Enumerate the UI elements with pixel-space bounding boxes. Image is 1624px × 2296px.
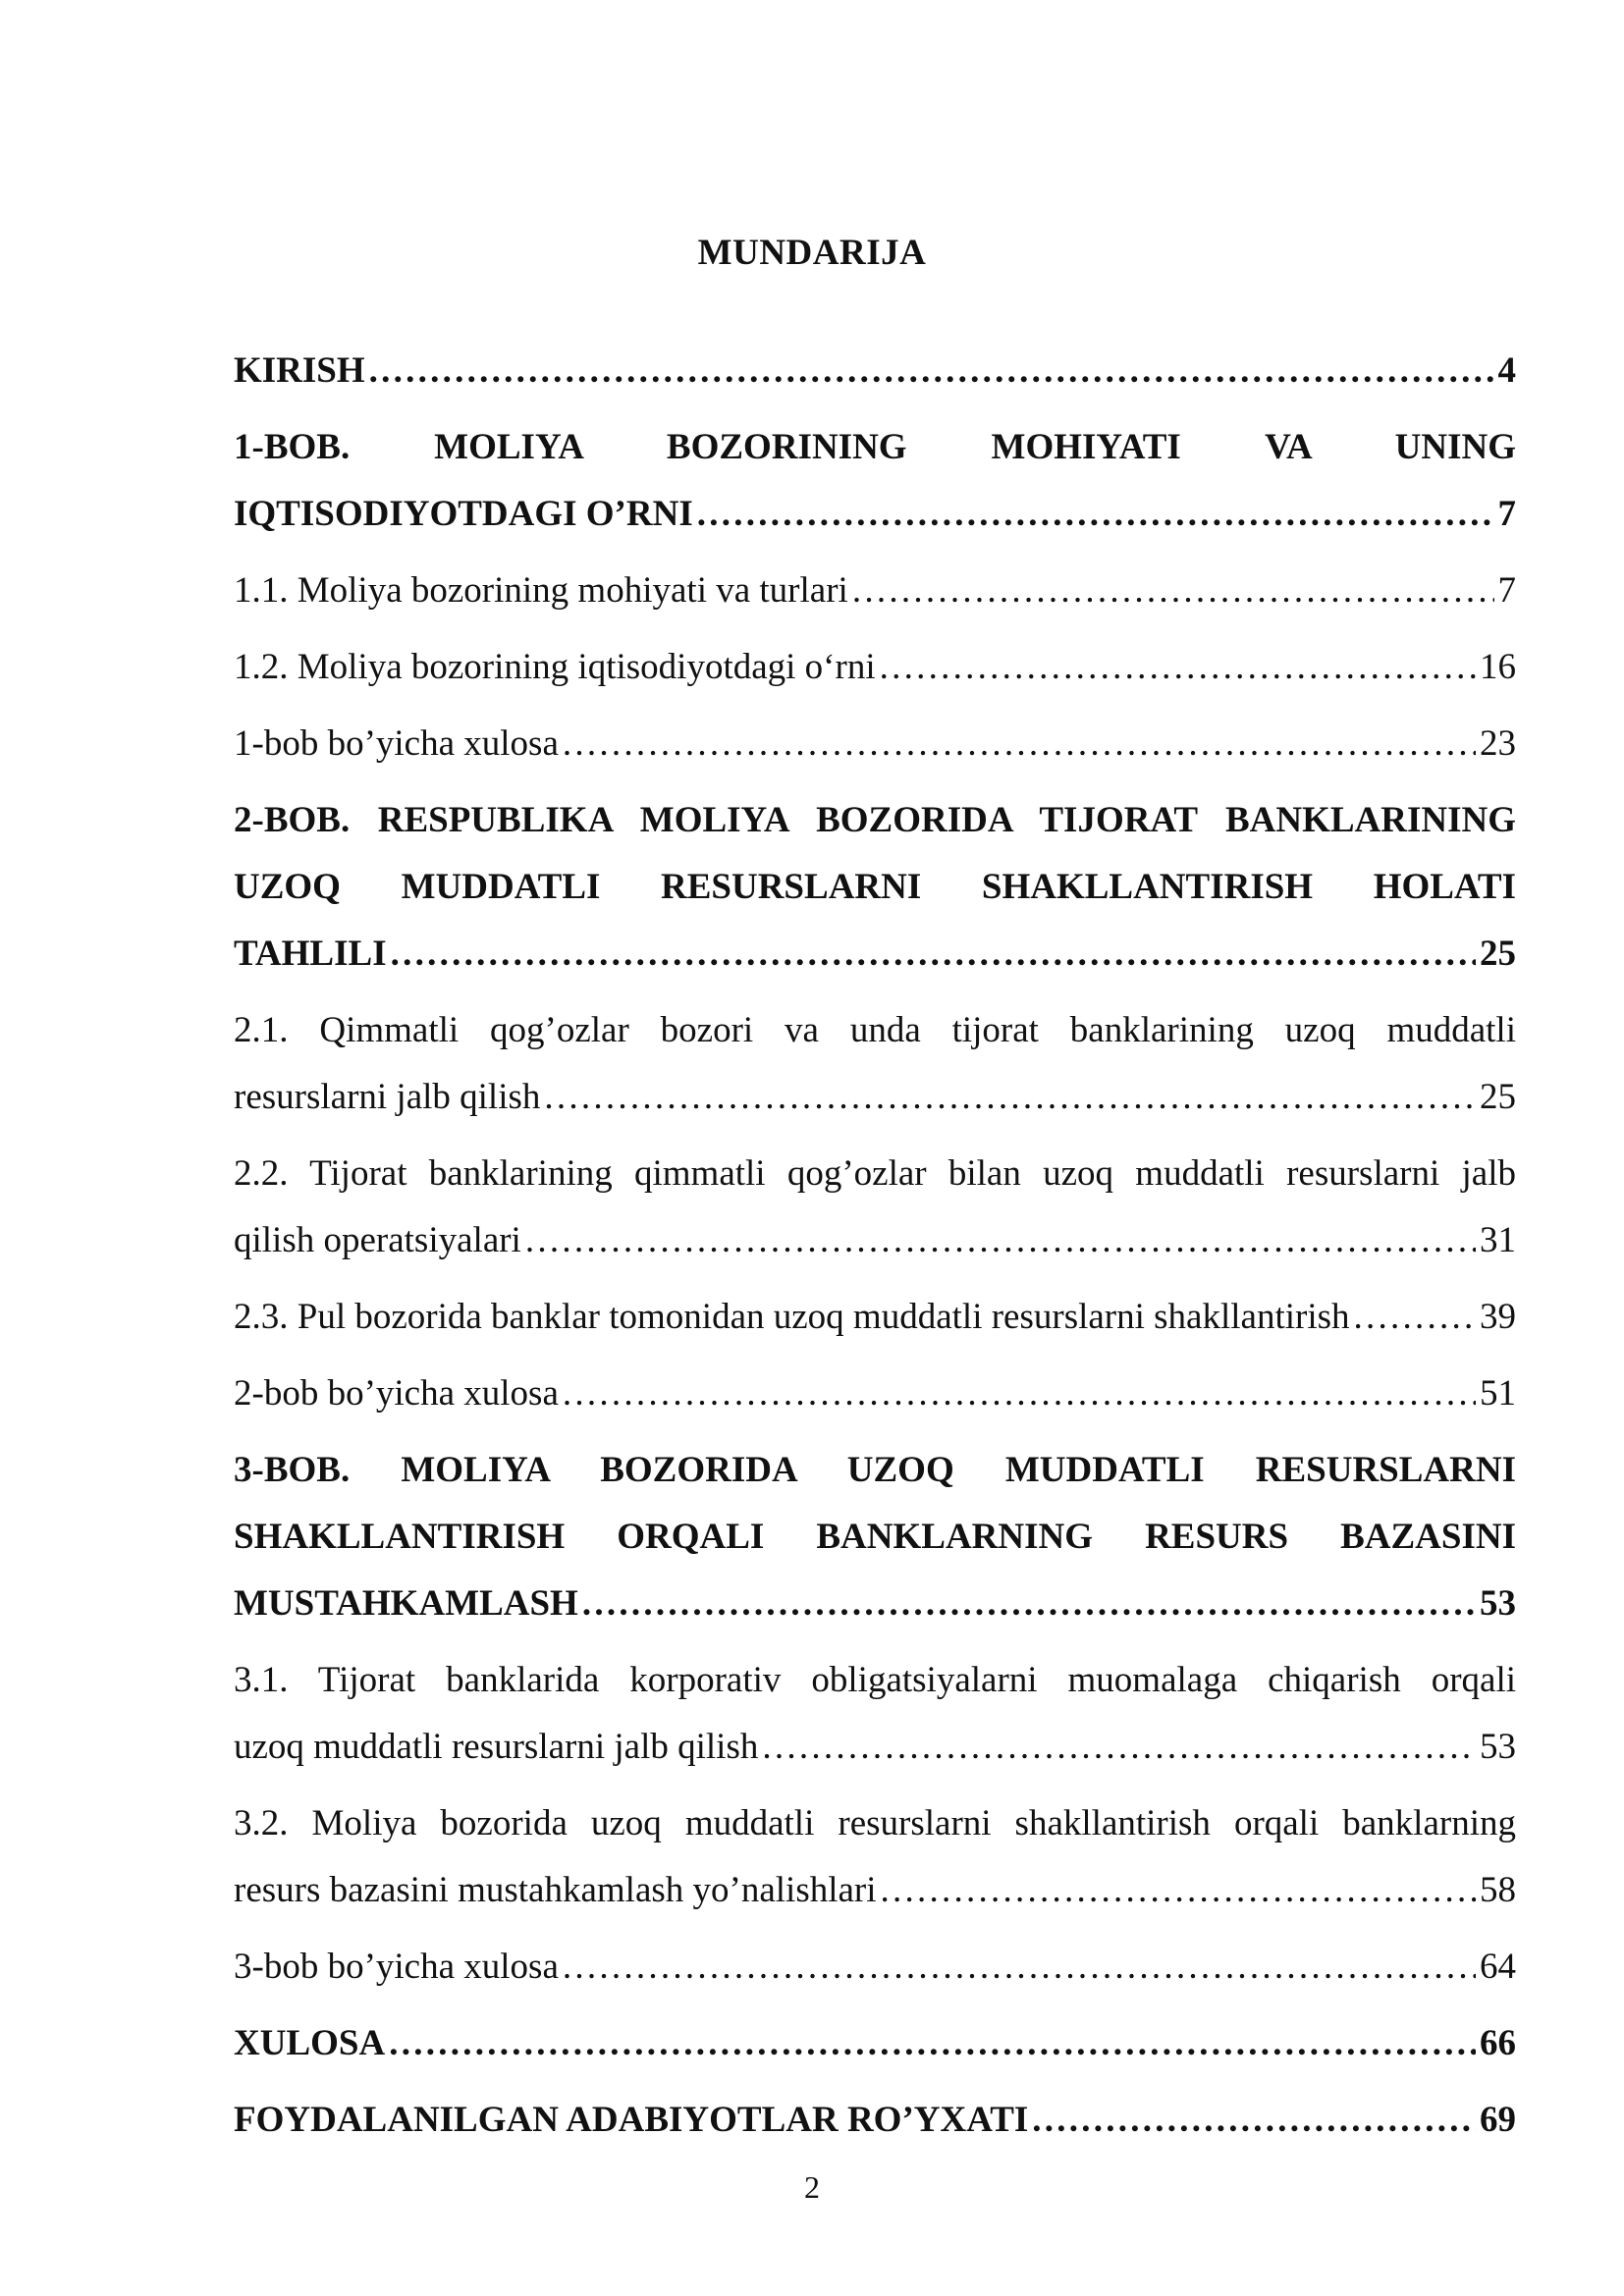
toc-entry-page: 69 xyxy=(1480,2100,1516,2140)
toc-entry-last-line xyxy=(234,1934,1516,2001)
dot-leader xyxy=(1354,1284,1476,1351)
dot-leader xyxy=(563,1361,1476,1427)
toc-entry xyxy=(234,787,1516,988)
dot-leader xyxy=(852,558,1494,624)
toc-entry-title: 2.3. Pul bozorida banklar tomonidan uzoq muddatli resurslarni shakllantirish xyxy=(234,1297,1350,1337)
toc-entry-line: 3-BOB. MOLIYA BOZORIDA UZOQ MUDDATLI RESURSLARNI xyxy=(234,1450,1516,1490)
page-number: 2 xyxy=(804,2169,820,2205)
toc-entry-title: IQTISODIYOTDAGI O’RNI xyxy=(234,494,693,534)
toc-entry-page: 53 xyxy=(1480,1583,1516,1624)
dot-leader xyxy=(697,481,1494,548)
toc-entry-title: 1-bob bo’yicha xulosa xyxy=(234,723,559,764)
toc-entry xyxy=(234,1361,1516,1427)
toc-entry-page: 58 xyxy=(1480,1870,1516,1910)
dot-leader xyxy=(563,1934,1476,2001)
toc-entry-title: XULOSA xyxy=(234,2023,386,2063)
toc-entry-page: 25 xyxy=(1480,934,1516,974)
dot-leader xyxy=(369,338,1494,404)
toc-entry xyxy=(234,1647,1516,1781)
toc-entry-last-line xyxy=(234,1207,1516,1274)
dot-leader xyxy=(1032,2087,1476,2154)
toc-entry-title: resurslarni jalb qilish xyxy=(234,1077,541,1117)
dot-leader xyxy=(582,1571,1476,1637)
dot-leader xyxy=(525,1207,1476,1274)
toc-entry-page: 66 xyxy=(1480,2023,1516,2063)
toc-entry-last-line xyxy=(234,1361,1516,1427)
toc-entry-page: 53 xyxy=(1480,1727,1516,1767)
toc-entry-line: SHAKLLANTIRISH ORQALI BANKLARNING RESURS BAZASINI xyxy=(234,1517,1516,1557)
dot-leader xyxy=(544,1064,1476,1131)
toc-entry-line: 2.1. Qimmatli qog’ozlar bozori va unda tijorat banklarining uzoq muddatli xyxy=(234,1010,1516,1050)
toc-entry-page: 39 xyxy=(1480,1297,1516,1337)
toc-entry-last-line xyxy=(234,1857,1516,1924)
toc-entry-title: FOYDALANILGAN ADABIYOTLAR RO’YXATI xyxy=(234,2100,1029,2140)
toc-entry xyxy=(234,1284,1516,1351)
table-of-contents xyxy=(234,338,1516,2163)
toc-entry-last-line xyxy=(234,1714,1516,1781)
dot-leader xyxy=(563,711,1476,777)
toc-entry-title: TAHLILI xyxy=(234,934,387,974)
toc-entry-title: 3-bob bo’yicha xulosa xyxy=(234,1947,559,1987)
toc-entry-last-line xyxy=(234,634,1516,701)
dot-leader xyxy=(762,1714,1476,1781)
toc-entry-title: MUSTAHKAMLASH xyxy=(234,1583,578,1624)
toc-entry-page: 7 xyxy=(1497,494,1516,534)
toc-entry xyxy=(234,558,1516,624)
toc-entry-last-line xyxy=(234,1064,1516,1131)
toc-entry-last-line xyxy=(234,481,1516,548)
toc-entry-title: resurs bazasini mustahkamlash yo’nalishlari xyxy=(234,1870,877,1910)
toc-entry-last-line xyxy=(234,2087,1516,2154)
toc-entry-page: 4 xyxy=(1497,350,1516,391)
toc-entry-last-line xyxy=(234,921,1516,988)
toc-entry xyxy=(234,1934,1516,2001)
toc-entry xyxy=(234,1437,1516,1637)
toc-entry-last-line xyxy=(234,711,1516,777)
toc-entry-last-line xyxy=(234,558,1516,624)
toc-entry-last-line xyxy=(234,1571,1516,1637)
toc-entry-title: 2-bob bo’yicha xulosa xyxy=(234,1373,559,1414)
toc-entry-last-line xyxy=(234,2010,1516,2077)
toc-entry-line: 2-BOB. RESPUBLIKA MOLIYA BOZORIDA TIJORAT BANKLARINING xyxy=(234,800,1516,840)
toc-entry-last-line xyxy=(234,338,1516,404)
toc-entry-line: UZOQ MUDDATLI RESURSLARNI SHAKLLANTIRISH HOLATI xyxy=(234,867,1516,907)
toc-entry-line: 2.2. Tijorat banklarining qimmatli qog’ozlar bilan uzoq muddatli resurslarni jalb xyxy=(234,1153,1516,1194)
toc-entry-page: 16 xyxy=(1480,647,1516,687)
toc-entry-last-line xyxy=(234,1284,1516,1351)
toc-entry-title: 1.1. Moliya bozorining mohiyati va turlari xyxy=(234,570,848,611)
toc-entry-line: 1-BOB. MOLIYA BOZORINING MOHIYATI VA UNING xyxy=(234,427,1516,467)
dot-leader xyxy=(881,1857,1476,1924)
toc-entry xyxy=(234,997,1516,1131)
toc-entry xyxy=(234,414,1516,548)
toc-entry xyxy=(234,2087,1516,2154)
dot-leader xyxy=(880,634,1476,701)
toc-entry-page: 25 xyxy=(1480,1077,1516,1117)
toc-entry-page: 23 xyxy=(1480,723,1516,764)
dot-leader xyxy=(389,2010,1476,2077)
toc-entry-line: 3.1. Tijorat banklarida korporativ obligatsiyalarni muomalaga chiqarish orqali xyxy=(234,1660,1516,1700)
toc-entry-page: 31 xyxy=(1480,1220,1516,1260)
toc-entry-title: uzoq muddatli resurslarni jalb qilish xyxy=(234,1727,759,1767)
toc-entry-page: 51 xyxy=(1480,1373,1516,1414)
page-title: MUNDARIJA xyxy=(697,233,927,273)
toc-entry xyxy=(234,634,1516,701)
toc-entry xyxy=(234,711,1516,777)
toc-entry xyxy=(234,338,1516,404)
toc-entry xyxy=(234,1790,1516,1924)
toc-entry-title: qilish operatsiyalari xyxy=(234,1220,521,1260)
toc-entry-title: 1.2. Moliya bozorining iqtisodiyotdagi o‘rni xyxy=(234,647,876,687)
toc-entry-page: 64 xyxy=(1480,1947,1516,1987)
toc-entry-title: KIRISH xyxy=(234,350,365,391)
toc-entry xyxy=(234,1141,1516,1274)
toc-entry-line: 3.2. Moliya bozorida uzoq muddatli resurslarni shakllantirish orqali banklarning xyxy=(234,1803,1516,1843)
toc-entry xyxy=(234,2010,1516,2077)
toc-entry-page: 7 xyxy=(1497,570,1516,611)
dot-leader xyxy=(391,921,1476,988)
